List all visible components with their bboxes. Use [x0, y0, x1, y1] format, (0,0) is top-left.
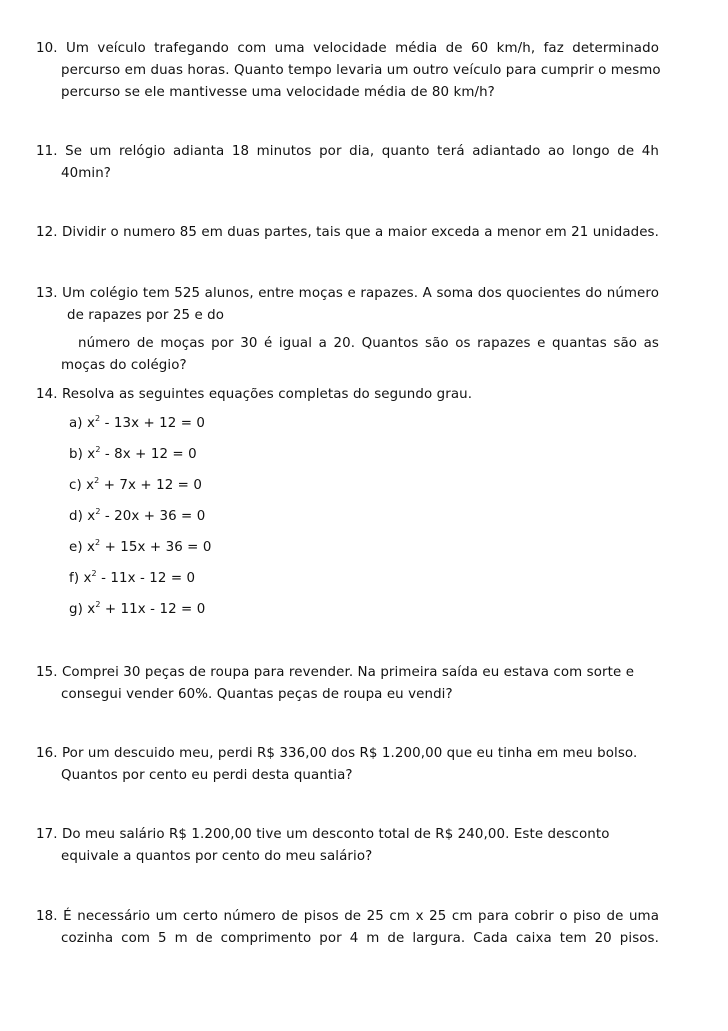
question-10-line-3: percurso se ele mantivesse uma velocidade média de 80 km/h?: [61, 85, 495, 100]
question-15: [36, 662, 659, 706]
equation-c: c) $x^2 + 7x + 12 = 0$: [69, 476, 202, 493]
question-17-line-1: 17. Do meu salário R$ 1.200,00 tive um desconto total de R$ 240,00. Este desconto: [36, 827, 610, 842]
question-16: [36, 743, 659, 787]
question-15-line-2: consegui vender 60%. Quantas peças de roupa eu vendi?: [61, 687, 453, 702]
question-11-line-2: 40min?: [61, 166, 111, 181]
question-10-line-2: percurso em duas horas. Quanto tempo levaria um outro veículo para cumprir o mesmo: [61, 63, 661, 78]
question-18: [36, 906, 659, 950]
question-13-line-4: moças do colégio?: [61, 358, 187, 373]
question-13: [36, 283, 659, 327]
question-12: [36, 222, 659, 244]
equation-f: f) $x^2 - 11x - 12 = 0$: [69, 569, 196, 586]
question-13-line-2: de rapazes por 25 e do: [67, 308, 225, 323]
question-10: [36, 38, 659, 104]
question-18-line-1: 18. É necessário um certo número de pisos de 25 cm x 25 cm para cobrir o piso de uma: [36, 909, 659, 924]
equation-e: e) $x^2 + 15x + 36 = 0$: [69, 538, 212, 555]
question-18-line-2: cozinha com 5 m de comprimento por 4 m de largura. Cada caixa tem 20 pisos.: [61, 931, 659, 946]
question-16-line-1: 16. Por um descuido meu, perdi R$ 336,00 dos R$ 1.200,00 que eu tinha em meu bolso.: [36, 746, 638, 761]
equation-g: g) $x^2 + 11x - 12 = 0$: [69, 600, 206, 617]
question-14-line-1: 14. Resolva as seguintes equações completas do segundo grau.: [36, 387, 473, 402]
question-14: [36, 384, 659, 406]
question-11: [36, 141, 659, 185]
question-13-line-1: 13. Um colégio tem 525 alunos, entre moças e rapazes. A soma dos quocientes do número: [36, 286, 659, 301]
equation-d: d) $x^2 - 20x + 36 = 0$: [69, 507, 206, 524]
question-17: [36, 824, 659, 868]
question-10-line-1: 10. Um veículo trafegando com uma velocidade média de 60 km/h, faz determinado: [36, 41, 659, 56]
equation-a: a) $x^2 - 13x + 12 = 0$: [69, 414, 206, 431]
question-16-line-2: Quantos por cento eu perdi desta quantia?: [61, 768, 353, 783]
question-17-line-2: equivale a quantos por cento do meu salário?: [61, 849, 373, 864]
question-12-line-1: 12. Dividir o numero 85 em duas partes, tais que a maior exceda a menor em 21 unidades.: [36, 225, 659, 240]
question-13-line-3: número de moças por 30 é igual a 20. Quantos são os rapazes e quantas são as: [78, 336, 659, 351]
question-11-line-1: 11. Se um relógio adianta 18 minutos por dia, quanto terá adiantado ao longo de 4h: [36, 144, 659, 159]
question-13-continued: [36, 333, 659, 377]
equation-b: b) $x^2 - 8x + 12 = 0$: [69, 445, 197, 462]
question-15-line-1: 15. Comprei 30 peças de roupa para revender. Na primeira saída eu estava com sorte e: [36, 665, 635, 680]
